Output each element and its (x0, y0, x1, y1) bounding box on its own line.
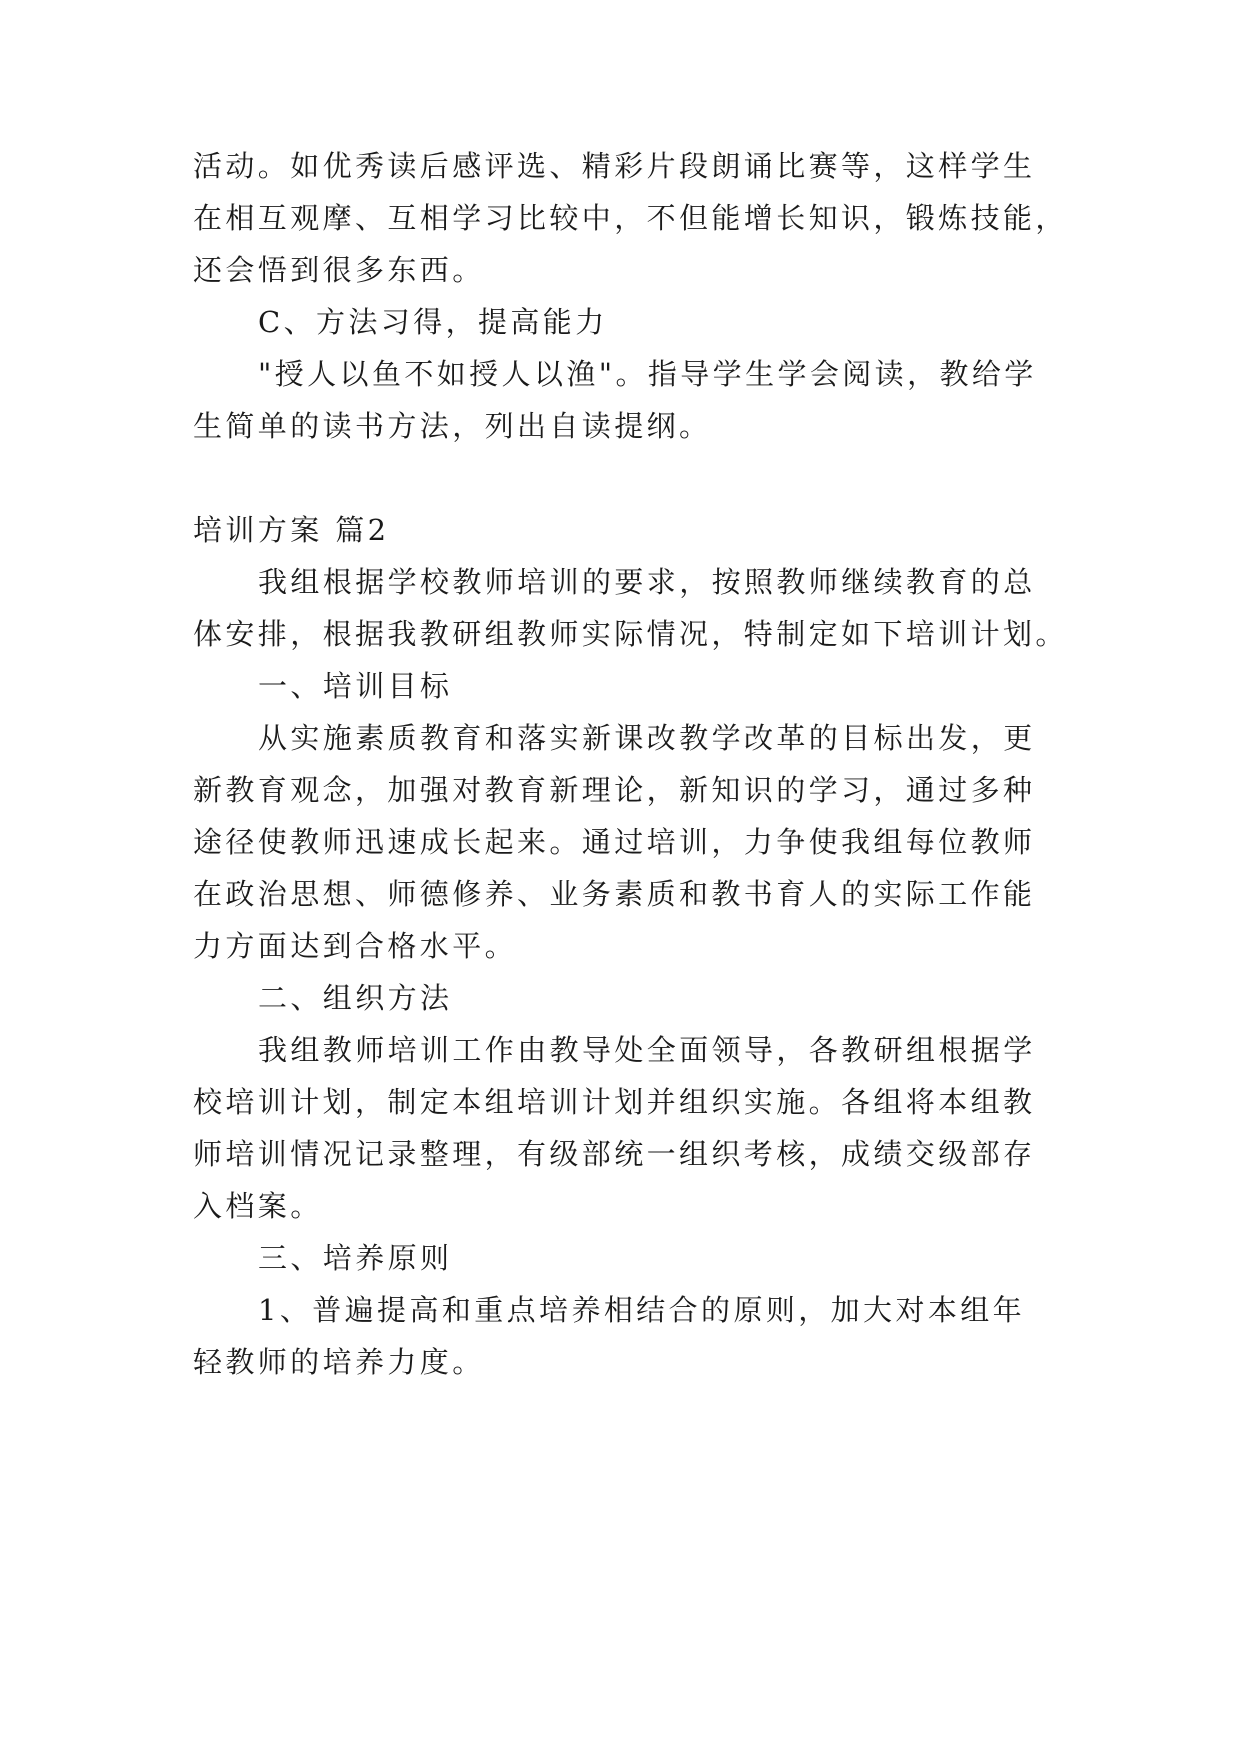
paragraph-line: 活动。如优秀读后感评选、精彩片段朗诵比赛等，这样学生 (193, 149, 1036, 183)
paragraph-line: 力方面达到合格水平。 (193, 929, 518, 963)
paragraph-line: 我组教师培训工作由教导处全面领导，各教研组根据学 (258, 1033, 1036, 1067)
paragraph-line: 入档案。 (193, 1189, 323, 1223)
section-heading-principle: 三、培养原则 (258, 1241, 453, 1275)
paragraph-line: 1、普遍提高和重点培养相结合的原则，加大对本组年 (258, 1293, 1026, 1327)
paragraph-line: 新教育观念，加强对教育新理论，新知识的学习，通过多种 (193, 773, 1036, 807)
paragraph-line: 体安排，根据我教研组教师实际情况，特制定如下培训计划。 (193, 617, 1068, 651)
paragraph-line: "授人以鱼不如授人以渔"。指导学生学会阅读，教给学 (258, 357, 1037, 391)
section-heading-goal: 一、培训目标 (258, 669, 453, 703)
section-heading-method: 二、组织方法 (258, 981, 453, 1015)
paragraph-line: 还会悟到很多东西。 (193, 253, 485, 287)
paragraph-line: 生简单的读书方法，列出自读提纲。 (193, 409, 712, 443)
paragraph-line: 我组根据学校教师培训的要求，按照教师继续教育的总 (258, 565, 1036, 599)
document-section-title: 培训方案 篇2 (193, 513, 390, 547)
paragraph-line: 从实施素质教育和落实新课改教学改革的目标出发，更 (258, 721, 1036, 755)
paragraph-line: 在相互观摩、互相学习比较中，不但能增长知识，锻炼技能， (193, 201, 1068, 235)
paragraph-line: 师培训情况记录整理，有级部统一组织考核，成绩交级部存 (193, 1137, 1036, 1171)
paragraph-line: 轻教师的培养力度。 (193, 1345, 485, 1379)
section-heading-c: C、方法习得，提高能力 (258, 305, 608, 339)
paragraph-line: 校培训计划，制定本组培训计划并组织实施。各组将本组教 (193, 1085, 1036, 1119)
paragraph-line: 途径使教师迅速成长起来。通过培训，力争使我组每位教师 (193, 825, 1036, 859)
paragraph-line: 在政治思想、师德修养、业务素质和教书育人的实际工作能 (193, 877, 1036, 911)
